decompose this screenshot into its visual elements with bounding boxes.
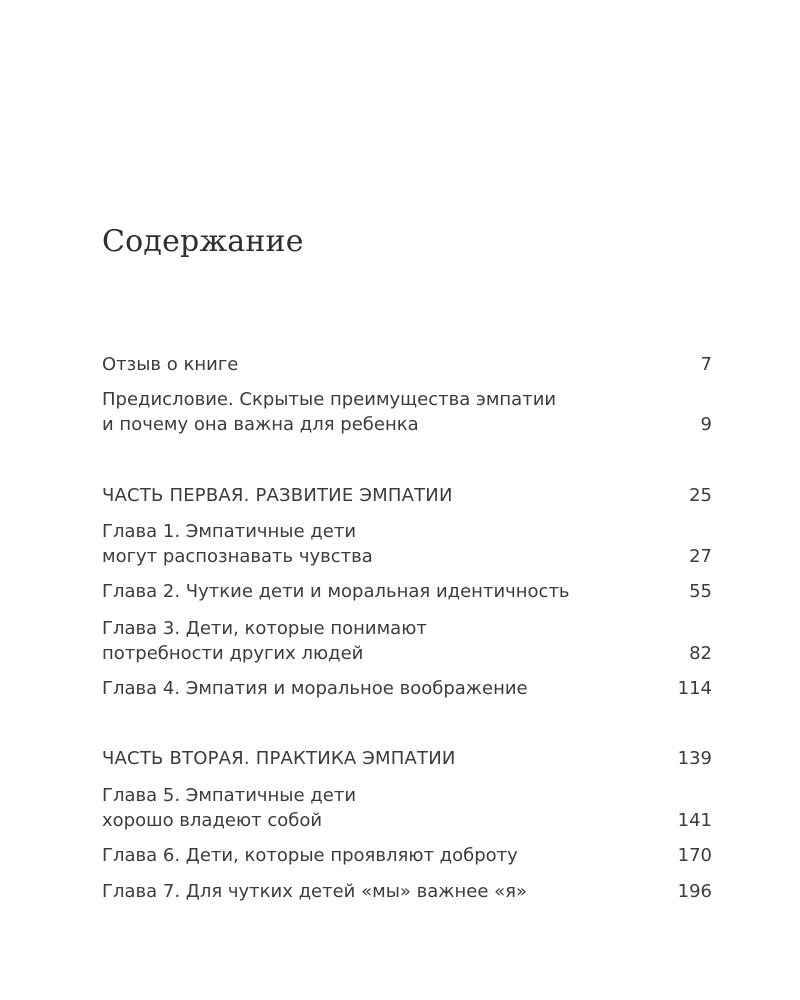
toc-entry-label: Предисловие. Скрытые преимущества эмпатии и почему она важна для ребенка (102, 389, 557, 435)
toc-entry-label: Глава 7. Для чутких детей «мы» важнее «я» (102, 881, 527, 902)
toc-page-number: 7 (700, 354, 712, 375)
toc-page-number: 25 (689, 485, 712, 506)
toc-entry-chapter-7 (102, 879, 712, 904)
toc-page-number: 114 (677, 678, 712, 699)
toc-part-label: ЧАСТЬ ВТОРАЯ. ПРАКТИКА ЭМПАТИИ (102, 748, 456, 769)
toc-entry-review (102, 352, 712, 377)
toc-entry-chapter-4 (102, 676, 712, 701)
toc-entry-label: Глава 1. Эмпатичные дети могут распознавать чувства (102, 521, 373, 567)
toc-entry-label: Глава 5. Эмпатичные дети хорошо владеют собой (102, 785, 357, 831)
toc-page-number: 55 (689, 581, 712, 602)
toc-entry-chapter-1 (102, 519, 712, 569)
toc-page-number: 170 (677, 845, 712, 866)
toc-entry-label: Глава 6. Дети, которые проявляют доброту (102, 845, 518, 866)
toc-entry-chapter-2 (102, 579, 712, 604)
toc-page-number: 27 (689, 546, 712, 567)
toc-part-one (102, 483, 712, 508)
toc-entry-chapter-5 (102, 783, 712, 833)
toc-entry-preface (102, 387, 712, 437)
toc-page-number: 139 (677, 748, 712, 769)
toc-entry-label: Глава 2. Чуткие дети и моральная идентичность (102, 581, 570, 602)
toc-page-number: 141 (677, 810, 712, 831)
toc-page-number: 9 (700, 414, 712, 435)
toc-entry-chapter-3 (102, 616, 712, 666)
page-title: Содержание (102, 224, 304, 259)
toc-entry-label: Отзыв о книге (102, 354, 239, 375)
toc-part-two (102, 746, 712, 771)
toc-page-number: 82 (689, 643, 712, 664)
toc-page-number: 196 (677, 881, 712, 902)
toc-entry-label: Глава 4. Эмпатия и моральное воображение (102, 678, 528, 699)
toc-entry-chapter-6 (102, 843, 712, 868)
toc-part-label: ЧАСТЬ ПЕРВАЯ. РАЗВИТИЕ ЭМПАТИИ (102, 485, 453, 506)
toc-entry-label: Глава 3. Дети, которые понимают потребности других людей (102, 618, 427, 664)
